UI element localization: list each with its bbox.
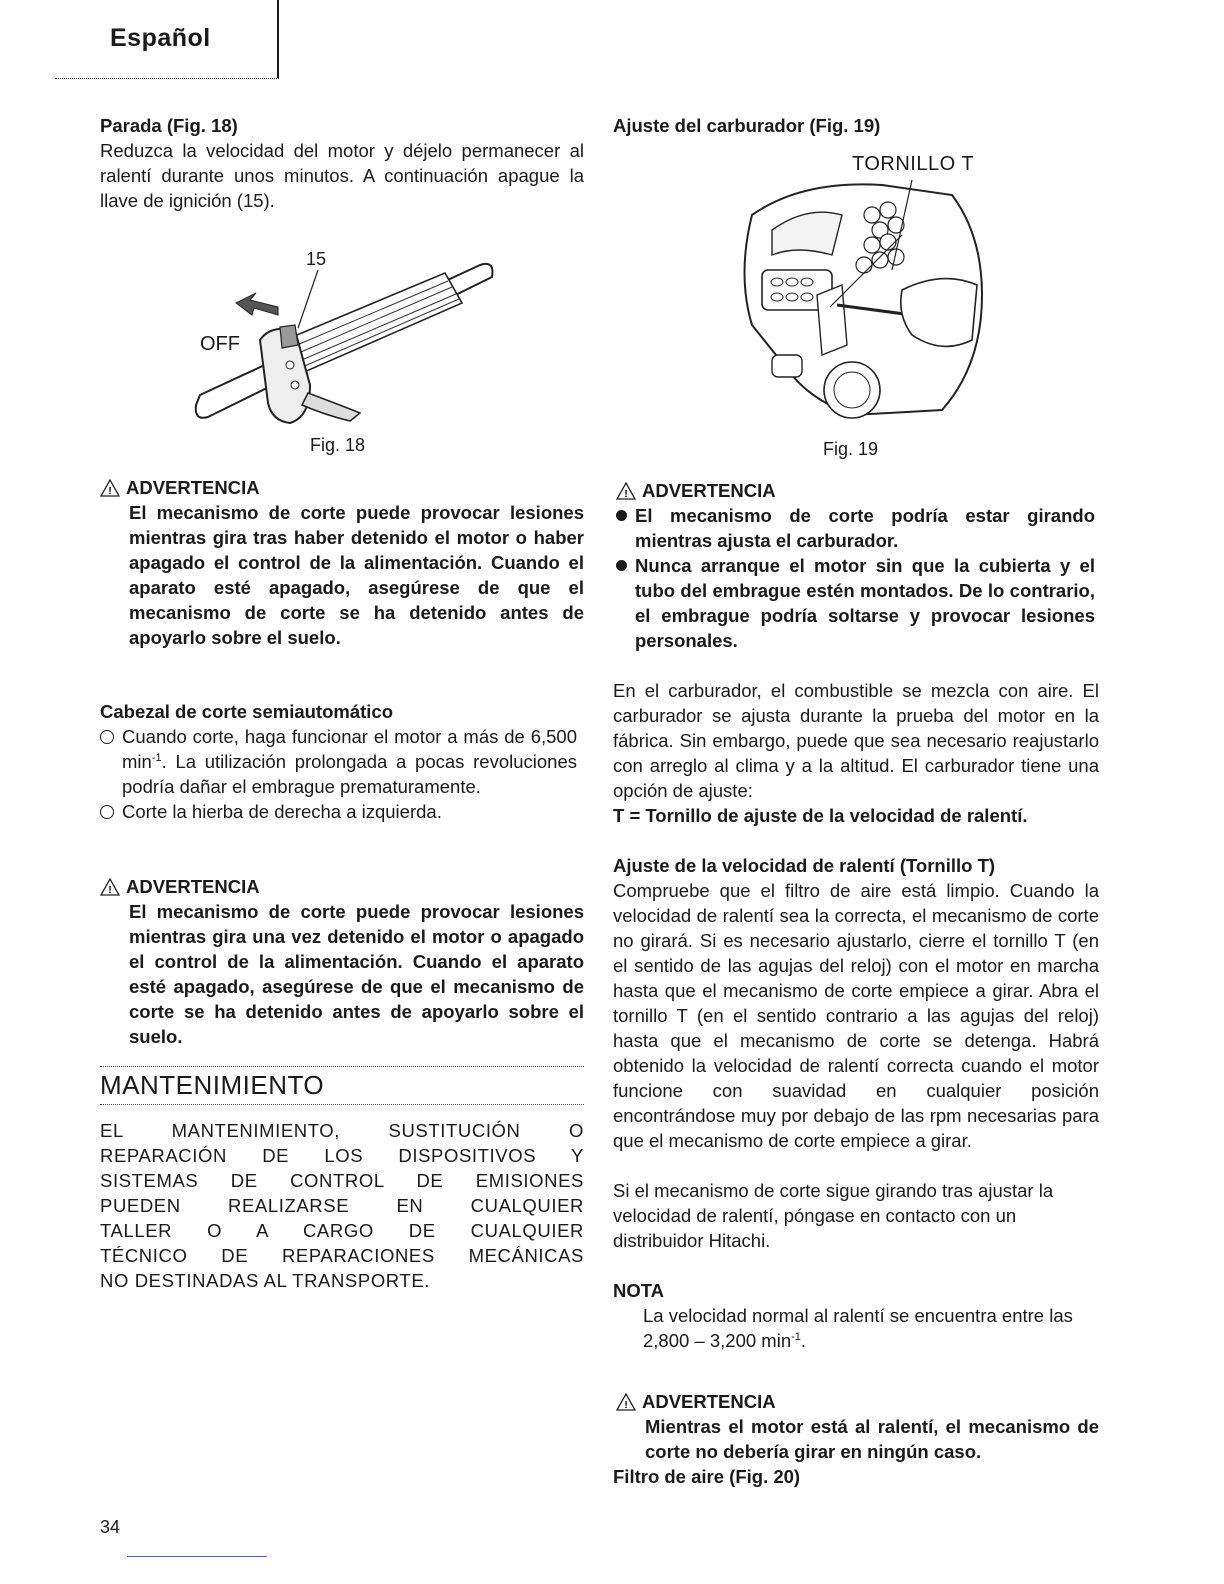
warning-triangle-icon xyxy=(616,1393,636,1411)
stop-heading: Parada (Fig. 18) xyxy=(100,115,238,136)
circle-bullet-icon xyxy=(100,805,114,819)
head-list xyxy=(100,724,584,824)
list-item: Cuando corte, haga funcionar el motor a más de 6,500 $\min^{-1}$. La utilización prolongada a pocas revoluciones podría dañar el embrague prematuramente. xyxy=(100,724,584,799)
list-item: Nunca arranque el motor sin que la cubierta y el tubo del embrague estén montados. De lo contrario, el embrague podría soltarse y provocar lesiones personales. xyxy=(616,553,1099,653)
page-number: 34 xyxy=(100,1517,121,1537)
warning3-title: ADVERTENCIA xyxy=(642,480,776,501)
idle-text: Compruebe que el filtro de aire está limpio. Cuando la velocidad de ralentí sea la correcta, el mecanismo de corte no girará. Si es necesario ajustarlo, cierre el tornillo T (en el sentido de las agujas del reloj) con el motor en marcha hasta que el mecanismo de corte empiece a girar. Abra el tornillo T (en el sentido contrario a las agujas del reloj) hasta que el mecanismo de corte se detenga. Habrá obtenido la velocidad de ralentí correcta cuando el motor funcione con suavidad en cualquier posición encontrándose muy por debajo de las rpm necesarias para que el mecanismo de corte empiece a girar. xyxy=(613,880,1099,1151)
warning1-text: El mecanismo de corte puede provocar lesiones mientras gira tras haber detenido el motor o haber apagado el control de la alimentación. Cuando el aparato esté apagado, asegúrese de que el mecanismo de corte se ha detenido antes de apoyarlo sobre el suelo. xyxy=(129,502,584,648)
idle-heading: Ajuste de la velocidad de ralentí (Tornillo T) xyxy=(613,855,996,876)
fig19-carburetor-illustration xyxy=(712,175,997,425)
fig18-label-15: 15 xyxy=(306,249,327,269)
fig19-caption: Fig. 19 xyxy=(823,439,879,459)
warning1-title: ADVERTENCIA xyxy=(126,477,260,498)
note-title: NOTA xyxy=(613,1280,665,1301)
footer-rule xyxy=(127,1556,267,1557)
carb-heading: Ajuste del carburador (Fig. 19) xyxy=(613,115,881,136)
language-label: Español xyxy=(110,24,211,52)
section-rule-bottom xyxy=(100,1104,584,1105)
svg-text:!: ! xyxy=(108,485,112,497)
warning-triangle-icon xyxy=(100,479,120,497)
warning1-title-row xyxy=(100,475,260,500)
circle-bullet-icon xyxy=(100,730,114,744)
fig18-caption: Fig. 18 xyxy=(310,435,366,455)
bullet-dot-icon xyxy=(616,560,627,571)
warning3-title-row xyxy=(616,478,776,503)
maintenance-text: EL MANTENIMIENTO, SUSTITUCIÓN O REPARACIÓN DE LOS DISPOSITIVOS Y SISTEMAS DE CONTROL DE EMISIONES PUEDEN REALIZARSE EN CUALQUIER TALLER O A CARGO DE CUALQUIER TÉCNICO DE REPARACIONES MECÁNICAS NO DESTINADAS AL TRANSPORTE. xyxy=(100,1120,584,1291)
carb-text: En el carburador, el combustible se mezcla con aire. El carburador se ajusta durante la prueba del motor en la fábrica. Sin embargo, puede que sea necesario reajustarlo con arreglo al clima y a la altitud. El carburador tiene una opción de ajuste: xyxy=(613,680,1099,801)
warning4-title-row xyxy=(616,1389,776,1414)
bullet-dot-icon xyxy=(616,510,627,521)
idle-text-2: Si el mecanismo de corte sigue girando tras ajustar la velocidad de ralentí, póngase en contacto con un distribuidor Hitachi. xyxy=(613,1180,1054,1251)
note-text: La velocidad normal al ralentí se encuentra entre las 2,800 – 3,200 $\min^{-1}$. xyxy=(643,1305,1073,1351)
list-item: El mecanismo de corte podría estar girando mientras ajusta el carburador. xyxy=(616,503,1099,553)
svg-text:!: ! xyxy=(624,488,628,500)
warning3-list xyxy=(616,503,1099,653)
filter-heading: Filtro de aire (Fig. 20) xyxy=(613,1466,801,1487)
carb-bold-note: T = Tornillo de ajuste de la velocidad de ralentí. xyxy=(613,805,1028,826)
warning2-title: ADVERTENCIA xyxy=(126,876,260,897)
head-heading: Cabezal de corte semiautomático xyxy=(100,701,394,722)
warning2-text: El mecanismo de corte puede provocar lesiones mientras gira una vez detenido el motor o apagado el control de la alimentación. Cuando el aparato esté apagado, asegúrese de que el mecanismo de corte se ha detenido antes de apoyarlo sobre el suelo. xyxy=(129,901,584,1047)
warning4-text: Mientras el motor está al ralentí, el mecanismo de corte no debería girar en ningún caso. xyxy=(645,1416,1099,1462)
stop-text: Reduzca la velocidad del motor y déjelo permanecer al ralentí durante unos minutos. A continuación apague la llave de ignición (15). xyxy=(100,140,584,211)
warning-triangle-icon xyxy=(616,482,636,500)
section-rule-top xyxy=(100,1066,584,1067)
fig19-label-screw: TORNILLO T xyxy=(852,153,975,175)
svg-text:!: ! xyxy=(624,1399,628,1411)
warning-triangle-icon xyxy=(100,878,120,896)
warning4-title: ADVERTENCIA xyxy=(642,1391,776,1412)
svg-text:!: ! xyxy=(108,884,112,896)
maintenance-title: MANTENIMIENTO xyxy=(100,1070,325,1100)
warning2-title-row xyxy=(100,874,260,899)
list-item: Corte la hierba de derecha a izquierda. xyxy=(100,799,584,824)
fig18-label-off: OFF xyxy=(200,333,240,355)
